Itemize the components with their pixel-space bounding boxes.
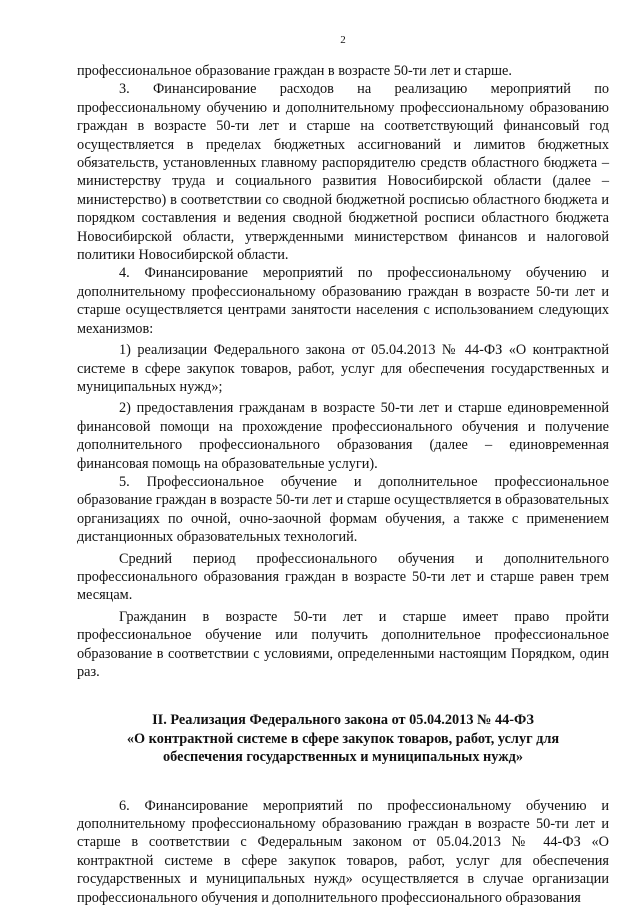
paragraph-3: 3. Финансирование расходов на реализацию мероприятий по профессиональному обучению и дополнительному профессиональному образованию граждан в возрасте 50-ти лет и старше на соответствующий финансовый год осуществляется в пределах бюджетных ассигнований и лимитов бюджетных обязательств, установленных главному распорядителю средств областного бюджета – министерству труда и социального развития Новосибирской области (далее – министерство) в соответствии со сводной бюджетной росписью областного бюджета и порядком составления и ведения сводной бюджетной росписи областного бюджета Новосибирской области, утвержденными министерством финансов и налоговой политики Новосибирской области.: [77, 81, 609, 264]
section-heading: [77, 711, 609, 766]
page-number: 2: [340, 34, 346, 46]
paragraph-5-once: Гражданин в возрасте 50-ти лет и старше имеет право пройти профессиональное обучение или получить дополнительное профессиональное образование в соответствии с условиями, определенными настоящим Порядком, один раз.: [77, 608, 609, 680]
section-heading-line-2: «О контрактной системе в сфере закупок товаров, работ, услуг для: [126, 730, 560, 747]
paragraph-4: 4. Финансирование мероприятий по профессиональному обучению и дополнительному профессиональному образованию граждан в возрасте 50-ти лет и старше осуществляется центрами занятости населения с использованием следующих механизмов:: [77, 265, 609, 337]
paragraph-4-item-2: 2) предоставления гражданам в возрасте 50-ти лет и старше единовременной финансовой помощи на прохождение профессионального обучения и получение дополнительного профессионального образования (далее – единовременная финансовая помощь на образовательные услуги).: [77, 400, 609, 472]
section-heading-line-3: обеспечения государственных и муниципальных нужд»: [162, 749, 524, 766]
paragraph-4-item-1: 1) реализации Федерального закона от 05.04.2013 № 44-ФЗ «О контрактной системе в сфере закупок товаров, работ, услуг для обеспечения государственных и муниципальных нужд»;: [77, 342, 609, 395]
paragraph-6: 6. Финансирование мероприятий по профессиональному обучению и дополнительному профессиональному образованию граждан в возрасте 50-ти лет и старше в соответствии с Федеральным законом от 05.04.2013 № 44-ФЗ «О контрактной системе в сфере закупок товаров, работ, услуг для обеспечения государственных и муниципальных нужд» осуществляется в случае организации профессионального обучения и дополнительного профессионального образования: [77, 797, 609, 906]
paragraph-5: 5. Профессиональное обучение и дополнительное профессиональное образование граждан в возрасте 50-ти лет и старше осуществляется в образовательных организациях по очной, очно-заочной формам обучения, а также с применением дистанционных образовательных технологий.: [77, 473, 609, 546]
paragraph-continuation: профессиональное образование граждан в возрасте 50-ти лет и старше.: [77, 63, 512, 79]
section-heading-line-1: II. Реализация Федерального закона от 05.04.2013 № 44-ФЗ: [152, 712, 534, 729]
paragraph-5-period: Средний период профессионального обучения и дополнительного профессионального образования граждан в возрасте 50-ти лет и старше равен трем месяцам.: [77, 550, 609, 604]
